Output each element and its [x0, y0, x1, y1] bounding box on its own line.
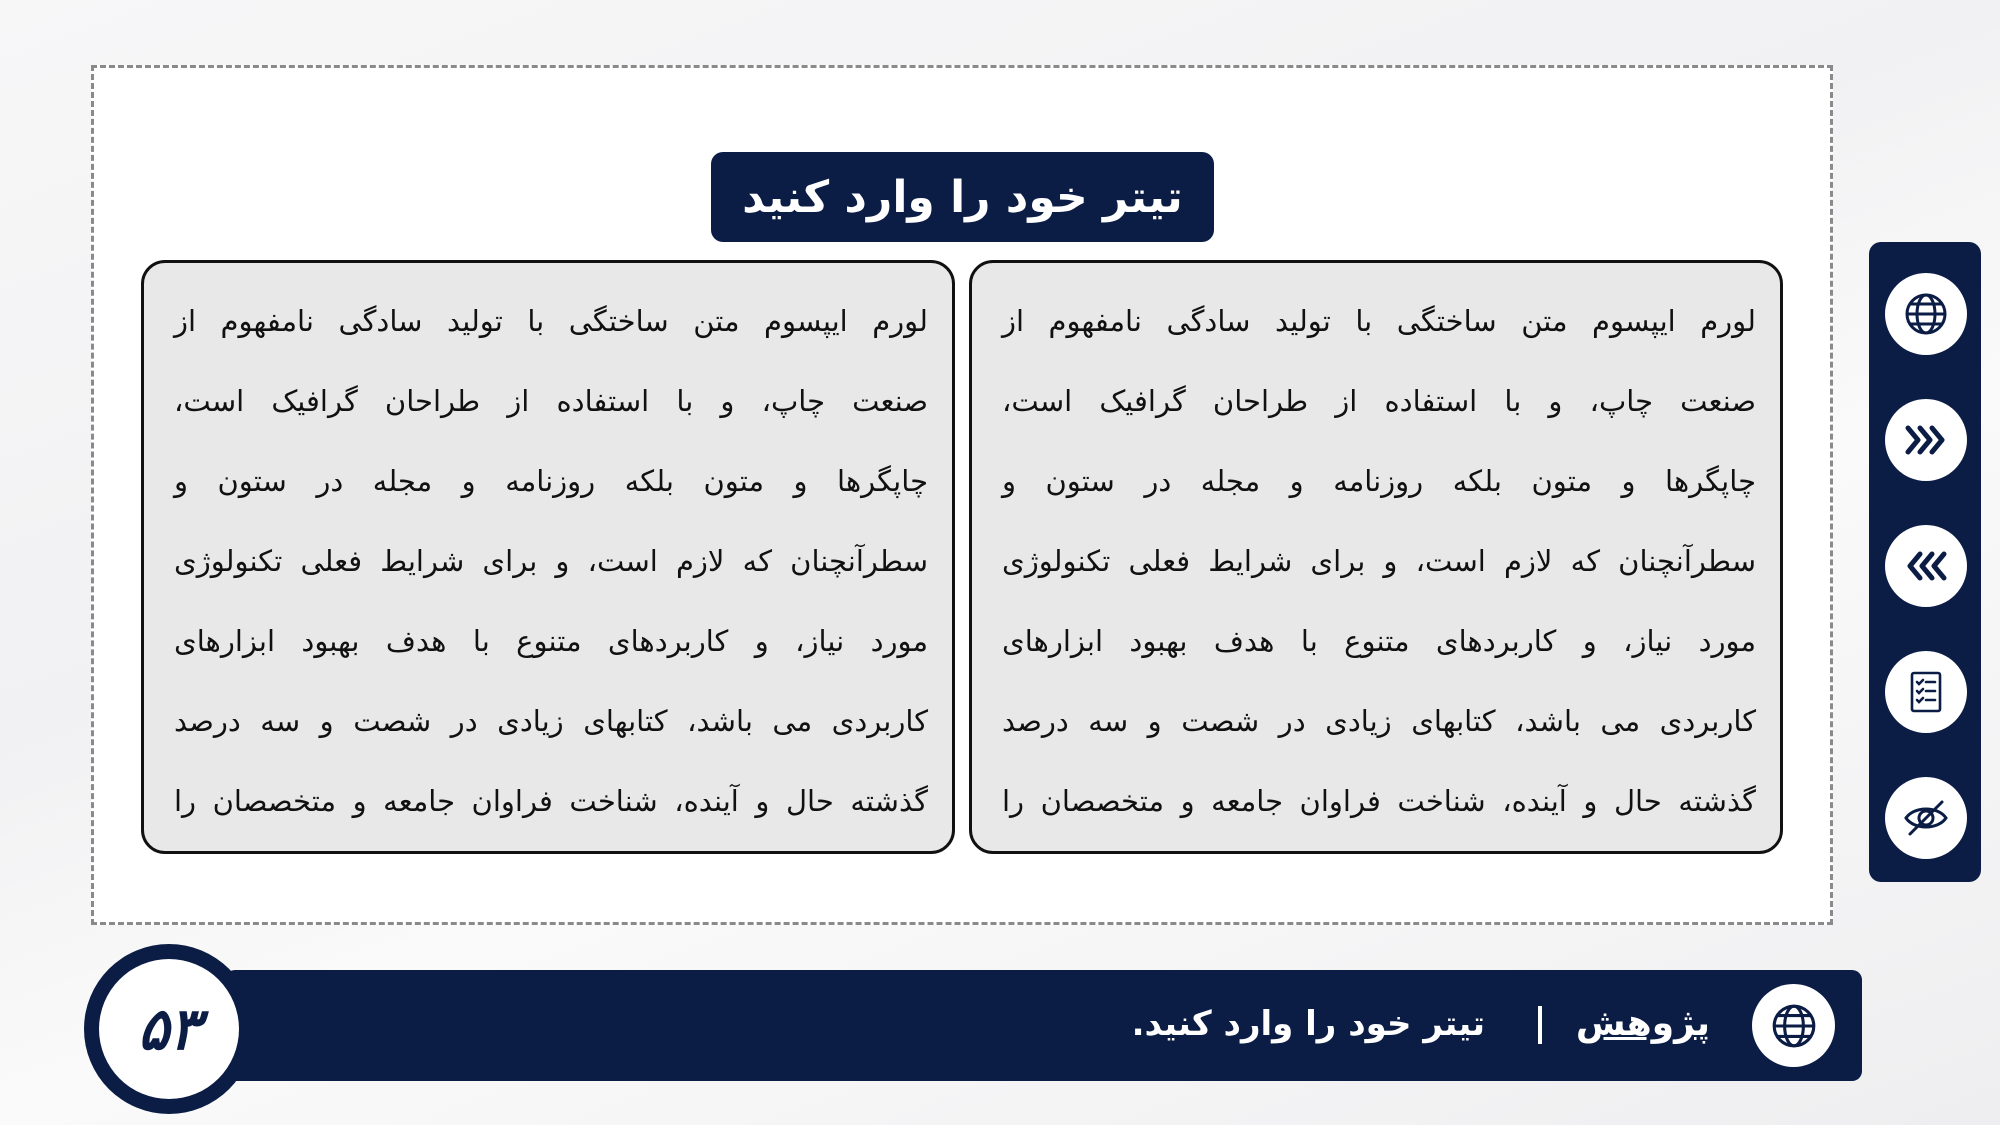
forward-chevrons-icon: [1902, 416, 1950, 464]
footer-bar: [225, 970, 1862, 1081]
footer-title: تیتر خود را وارد کنید.: [1131, 1004, 1485, 1044]
text-line: گذشته حال و آینده، شناخت فراوان جامعه و متخصصان را: [1002, 784, 1756, 818]
globe-icon: [1902, 290, 1950, 338]
text-line: سطرآنچنان که لازم است، و برای شرایط فعلی تکنولوژی: [1002, 544, 1756, 578]
text-column-right: [969, 260, 1783, 854]
previous-button[interactable]: [1885, 525, 1967, 607]
hide-button[interactable]: [1885, 777, 1967, 859]
text-line: چاپگرها و متون بلکه روزنامه و مجله در ستون و: [174, 464, 928, 498]
text-line: گذشته حال و آینده، شناخت فراوان جامعه و متخصصان را: [174, 784, 928, 818]
next-button[interactable]: [1885, 399, 1967, 481]
text-column-left: [141, 260, 955, 854]
text-line: صنعت چاپ، و با استفاده از طراحان گرافیک است،: [174, 384, 928, 418]
text-line: مورد نیاز، و کاربردهای متنوع با هدف بهبود ابزارهای: [1002, 624, 1756, 658]
text-line: چاپگرها و متون بلکه روزنامه و مجله در ستون و: [1002, 464, 1756, 498]
text-line: صنعت چاپ، و با استفاده از طراحان گرافیک است،: [1002, 384, 1756, 418]
text-line: مورد نیاز، و کاربردهای متنوع با هدف بهبود ابزارهای: [174, 624, 928, 658]
checklist-button[interactable]: [1885, 651, 1967, 733]
text-line: لورم ایپسوم متن ساختگی با تولید سادگی نامفهوم از: [1002, 304, 1756, 338]
footer-section-link[interactable]: پژوهش: [1575, 1003, 1710, 1044]
footer-globe-button[interactable]: [1752, 984, 1835, 1067]
text-line: کاربردی می باشد، کتابهای زیادی در شصت و سه درصد: [174, 704, 928, 738]
text-line: کاربردی می باشد، کتابهای زیادی در شصت و سه درصد: [1002, 704, 1756, 738]
text-line: سطرآنچنان که لازم است، و برای شرایط فعلی تکنولوژی: [174, 544, 928, 578]
side-toolbar: [1869, 242, 1981, 882]
eye-off-icon: [1902, 794, 1950, 842]
globe-icon: [1769, 1001, 1819, 1051]
page-number: ۵۳: [99, 959, 239, 1099]
checklist-icon: [1902, 668, 1950, 716]
back-chevrons-icon: [1902, 542, 1950, 590]
page-number-badge: [84, 944, 254, 1114]
globe-button[interactable]: [1885, 273, 1967, 355]
footer-divider: [1538, 1006, 1542, 1044]
slide-title: تیتر خود را وارد کنید: [711, 152, 1214, 242]
text-line: لورم ایپسوم متن ساختگی با تولید سادگی نامفهوم از: [174, 304, 928, 338]
